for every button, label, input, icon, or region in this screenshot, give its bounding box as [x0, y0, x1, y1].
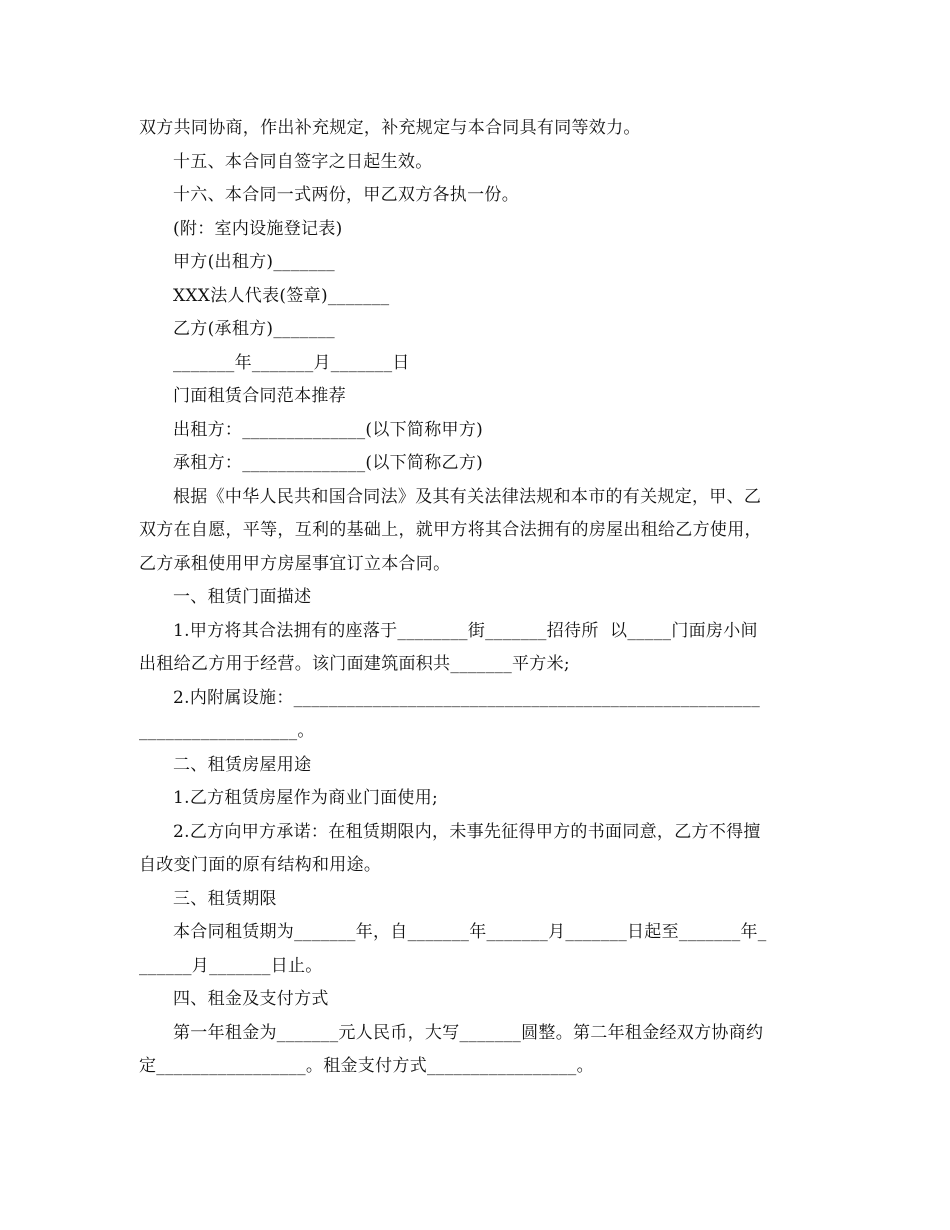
text-line: 十五、本合同自签字之日起生效。 — [173, 151, 433, 172]
text-line: 三、租赁期限 — [173, 888, 277, 909]
text-line: 本合同租赁期为_______年，自_______年_______月_______日起至_______年_ — [173, 922, 767, 942]
text-line: 一、租赁门面描述 — [173, 587, 312, 607]
text-line: 第一年租金为_______元人民币，大写_______圆整。第二年租金经双方协商约 — [173, 1022, 764, 1043]
text-line: 自改变门面的原有结构和用途。 — [139, 855, 382, 875]
text-line: 定_________________。租金支付方式_________________。 — [139, 1056, 594, 1076]
text-line: 2.乙方向甲方承诺：在租赁期限内，未事先征得甲方的书面同意，乙方不得擅 — [173, 821, 761, 842]
text-line: 根据《中华人民共和国合同法》及其有关法律法规和本市的有关规定，甲、乙 — [173, 486, 762, 507]
text-line: 乙方承租使用甲方房屋事宜订立本合同。 — [139, 553, 451, 574]
text-line: 双方共同协商，作出补充规定，补充规定与本合同具有同等效力。 — [139, 118, 641, 138]
contract-text — [139, 112, 819, 1084]
text-line: 出租给乙方用于经营。该门面建筑面积共_______平方米; — [139, 654, 570, 674]
text-line: 出租方：______________(以下简称甲方) — [173, 419, 484, 440]
text-line: 承租方：______________(以下简称乙方) — [173, 453, 484, 473]
text-line: XXX法人代表(签章)_______ — [173, 285, 390, 306]
text-line: _______年_______月_______日 — [173, 352, 410, 373]
text-line: 十六、本合同一式两份，甲乙双方各执一份。 — [173, 185, 519, 205]
text-line: 四、租金及支付方式 — [173, 989, 329, 1009]
text-line: 2.内附属设施：_____________________________________________________ — [173, 687, 761, 708]
text-line: (附：室内设施登记表) — [173, 218, 343, 239]
text-line: 乙方(承租方)_______ — [173, 319, 335, 339]
text-line: __________________。 — [139, 721, 315, 741]
text-line: 二、租赁房屋用途 — [173, 754, 312, 775]
text-line: 1.乙方租赁房屋作为商业门面使用; — [173, 788, 439, 808]
text-line: 门面租赁合同范本推荐 — [173, 386, 346, 406]
text-line: 甲方(出租方)_______ — [173, 252, 335, 272]
text-line: 双方在自愿，平等，互利的基础上，就甲方将其合法拥有的房屋出租给乙方使用， — [139, 520, 762, 540]
text-line: 1.甲方将其合法拥有的座落于________街_______招待所 以_____门面房小间 — [173, 620, 758, 641]
text-line: ______月_______日止。 — [139, 955, 323, 976]
